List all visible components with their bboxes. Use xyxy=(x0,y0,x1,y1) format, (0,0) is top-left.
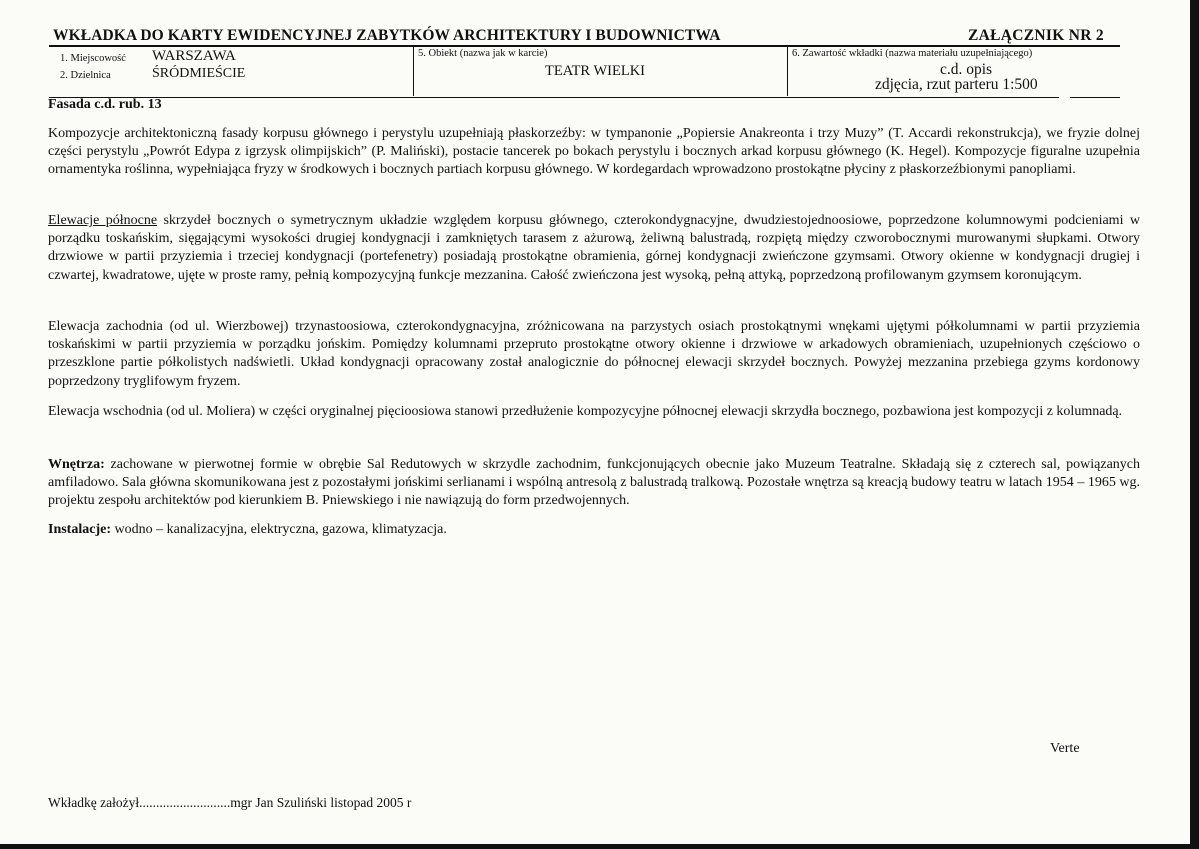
locality-value: WARSZAWA xyxy=(152,48,236,64)
object-label: 5. Obiekt (nazwa jak w karcie) xyxy=(418,48,548,59)
east-elevation-text: Elewacja wschodnia (od ul. Moliera) w części oryginalnej pięcioosiowa stanowi przedłużenie kompozycyjne północnej elewacji skrzydła bocznego, pozbawiona jest kompozycji z kolumnadą. xyxy=(48,404,1123,419)
object-value: TEATR WIELKI xyxy=(545,63,645,79)
paragraph-east-elevation xyxy=(48,403,1140,421)
header-divider-2 xyxy=(787,45,788,96)
content-value-line-2: zdjęcia, rzut parteru 1:500 xyxy=(875,76,1038,93)
district-label: 2. Dzielnica xyxy=(60,70,111,81)
scan-edge-right xyxy=(1190,0,1199,849)
header-top-rule xyxy=(49,45,1120,47)
paragraph-installations xyxy=(48,521,1140,539)
paragraph-interiors xyxy=(48,456,1140,511)
verte-note: Verte xyxy=(1050,741,1080,756)
locality-label: 1. Miejscowość xyxy=(60,53,126,64)
paragraph-north-elevations xyxy=(48,212,1140,285)
paragraph-west-elevation xyxy=(48,318,1140,391)
interiors-lead: Wnętrza: xyxy=(48,457,105,472)
interiors-text: zachowane w pierwotnej formie w obrębie Sal Redutowych w skrzydle zachodnim, funkcjonujących obecnie jako Muzeum Teatralne. Składają się z czterech sal, powiązanych amfiladowo. Sala główna skomunikowana jest z pozostałymi jońskimi serlianami i wspólną antresolą z balustradą tralkową. Pozostałe wnętrza są kreacją budowy teatru w latach 1954 – 1965 wg. projektu zespołu architektów pod kierunkiem B. Pniewskiego i nie nawiązują do form przedwojennych. xyxy=(48,457,1140,509)
content-label: 6. Zawartość wkładki (nazwa materiału uzupełniającego) xyxy=(792,48,1033,59)
section-heading: Fasada c.d. rub. 13 xyxy=(48,97,162,112)
signature-line: Wkładkę założył...........................mgr Jan Szuliński listopad 2005 r xyxy=(48,795,412,810)
header-bottom-rule-right xyxy=(1070,97,1120,98)
document-title: WKŁADKA DO KARTY EWIDENCYJNEJ ZABYTKÓW ARCHITEKTURY I BUDOWNICTWA xyxy=(53,27,721,44)
installations-lead: Instalacje: xyxy=(48,522,111,537)
paragraph-facade-text: Kompozycje architektoniczną fasady korpusu głównego i perystylu uzupełniają płaskorzeźby: w tympanonie „Popiersie Anakreonta i trzy Muzy” (T. Accardi rekonstrukcja), we fryzie dolnej części perystylu „Powrót Edypa z igrzysk olimpijskich” (P. Maliński), postacie tancerek po bokach perystylu i bocznych arkad korpusu głównego (K. Hegel). Kompozycje figuralne uzupełnia ornamentyka roślinna, wypełniająca fryzy w środkowych i bocznych partiach korpusu głównego. W kordegardach wprowadzono prostokątne płyciny z płaskorzeźbionymi panopliami. xyxy=(48,126,1140,178)
north-elevations-lead: Elewacje północne xyxy=(48,213,158,228)
west-elevation-text: Elewacja zachodnia (od ul. Wierzbowej) trzynastoosiowa, czterokondygnacyjna, zróżnicowana na parzystych osiach prostokątnymi wnękami ujętymi półkolumnami w partii przyziemia toskańskimi w partii przyziemia w porządku jońskim. Pomiędzy kolumnami przepruto prostokątne otwory okienne i drzwiowe w arkadowych obramieniach, uzupełnionych częściowo o przeszklone partie półkolistych nadświetli. Układ kondygnacji opracowany został analogicznie do północnej elewacji skrzydeł bocznych. Powyżej mezzanina przebiega gzyms kordonowy poprzedzony tryglifowym fryzem. xyxy=(48,319,1140,389)
paragraph-facade xyxy=(48,125,1140,180)
content-value-line-1: c.d. opis xyxy=(940,61,993,78)
installations-text: wodno – kanalizacyjna, elektryczna, gazowa, klimatyzacja. xyxy=(111,522,447,537)
district-value: ŚRÓDMIEŚCIE xyxy=(152,66,246,81)
scan-edge-bottom xyxy=(0,844,1199,849)
north-elevations-text: skrzydeł bocznych o symetrycznym układzie względem korpusu głównego, czterokondygnacyjne, dwudziestojednoosiowe, poprzedzone kolumnowymi podcieniami w porządku toskańskim, sięgającymi wysokości drugiej kondygnacji i zamkniętych tarasem z ażurową, żeliwną balustradą, rozpiętą między czworobocznymi murowanymi słupkami. Otwory drzwiowe w partii przyziemia i trzeciej kondygnacji (portefenetry) posiadają prostokątne obramienia, górnej kondygnacji zwieńczone gzymsami. Otwory okienne w kondygnacji drugiej i czwartej, kwadratowe, ujęte w proste ramy, pełnią kompozycyjną funkcje mezzanina. Całość zwieńczona jest wysoką, pełną attyką, poprzedzoną profilowanym gzymsem koronującym. xyxy=(48,213,1140,283)
header-divider-1 xyxy=(413,45,414,96)
attachment-number: ZAŁĄCZNIK NR 2 xyxy=(968,27,1104,44)
header-bottom-rule xyxy=(49,97,1059,98)
